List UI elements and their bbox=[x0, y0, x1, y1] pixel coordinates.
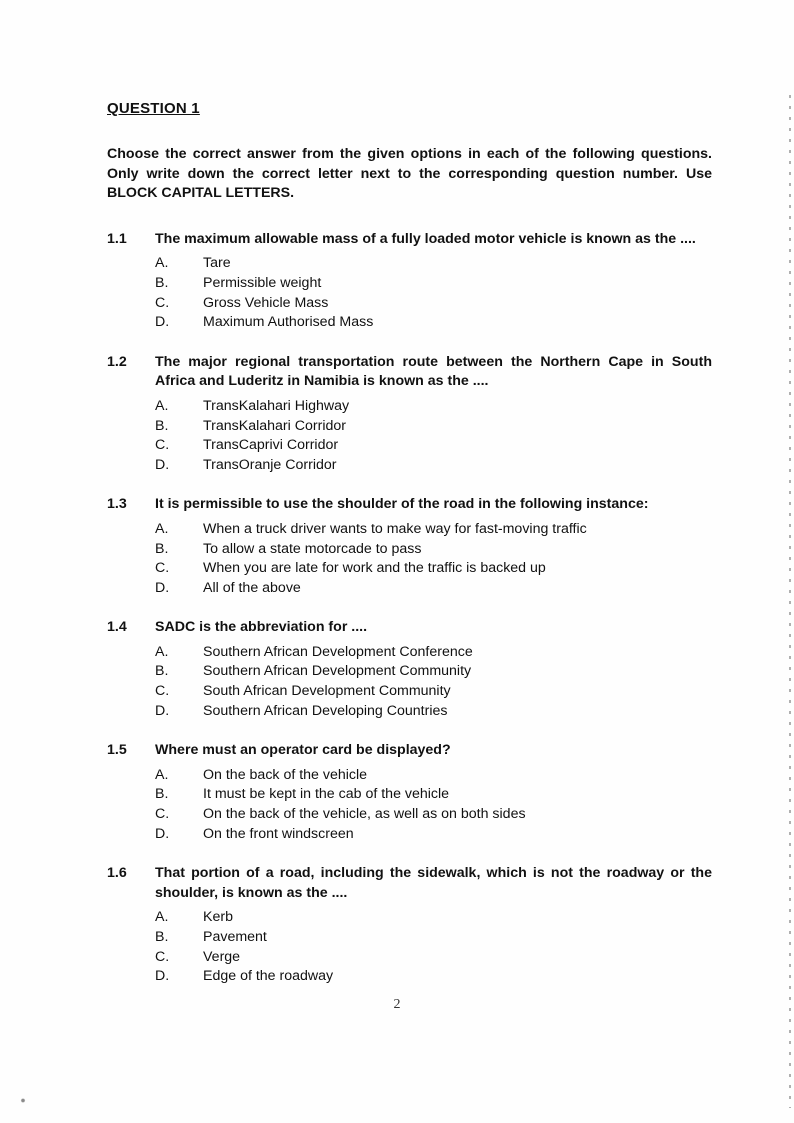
question-stem: The maximum allowable mass of a fully loaded motor vehicle is known as the .... bbox=[155, 230, 696, 247]
section-heading: QUESTION 1 bbox=[107, 100, 200, 117]
option-text: Southern African Developing Countries bbox=[203, 702, 448, 719]
question-stem: It is permissible to use the shoulder of the road in the following instance: bbox=[155, 496, 649, 513]
question-body bbox=[155, 741, 712, 844]
scan-artifact-speck bbox=[20, 1098, 26, 1103]
question-stem: That portion of a road, including the sidewalk, which is not the roadway or the shoulder, is known as the .... bbox=[155, 865, 712, 901]
option-letter: C. bbox=[155, 294, 170, 311]
option-text: Edge of the roadway bbox=[203, 968, 334, 985]
option-text: Gross Vehicle Mass bbox=[203, 294, 329, 311]
option-text: Southern African Development Conference bbox=[203, 643, 473, 660]
question-item bbox=[107, 864, 712, 987]
option-row bbox=[155, 928, 712, 948]
question-body bbox=[155, 864, 712, 987]
page-number: 2 bbox=[393, 997, 401, 1012]
option-row bbox=[155, 417, 712, 437]
option-text: All of the above bbox=[203, 579, 301, 596]
option-text: When you are late for work and the traffic is backed up bbox=[203, 560, 546, 577]
option-row bbox=[155, 948, 712, 968]
option-row bbox=[155, 313, 712, 333]
option-text: It must be kept in the cab of the vehicle bbox=[203, 786, 450, 803]
options-list bbox=[155, 254, 712, 332]
option-text: On the back of the vehicle bbox=[203, 766, 368, 783]
option-row bbox=[155, 456, 712, 476]
question-item bbox=[107, 741, 712, 844]
option-letter: B. bbox=[155, 929, 169, 945]
option-text: TransKalahari Highway bbox=[203, 397, 350, 414]
option-letter: C. bbox=[155, 806, 170, 823]
option-row bbox=[155, 520, 712, 540]
option-text: On the front windscreen bbox=[203, 825, 354, 842]
option-row bbox=[155, 294, 712, 314]
option-letter: C. bbox=[155, 948, 170, 965]
option-letter: A. bbox=[155, 766, 169, 783]
options-list bbox=[155, 908, 712, 986]
option-letter: B. bbox=[155, 417, 169, 434]
option-text: Tare bbox=[203, 255, 231, 272]
option-letter: A. bbox=[155, 909, 169, 926]
option-letter: C. bbox=[155, 437, 170, 454]
option-text: When a truck driver wants to make way for fast-moving traffic bbox=[203, 520, 587, 537]
option-text: Pavement bbox=[203, 929, 267, 945]
option-letter: A. bbox=[155, 255, 169, 272]
option-letter: C. bbox=[155, 560, 170, 577]
option-text: Verge bbox=[203, 948, 241, 965]
option-row bbox=[155, 579, 712, 599]
question-item bbox=[107, 495, 712, 598]
options-list bbox=[155, 766, 712, 844]
option-text: TransOranje Corridor bbox=[203, 456, 337, 473]
option-row bbox=[155, 785, 712, 805]
option-text: TransCaprivi Corridor bbox=[203, 437, 339, 454]
option-text: South African Development Community bbox=[203, 683, 451, 700]
option-row bbox=[155, 254, 712, 274]
options-list bbox=[155, 520, 712, 598]
option-letter: B. bbox=[155, 663, 169, 680]
option-text: TransKalahari Corridor bbox=[203, 417, 346, 434]
option-row bbox=[155, 908, 712, 928]
option-letter: A. bbox=[155, 643, 169, 660]
option-row bbox=[155, 662, 712, 682]
option-row bbox=[155, 436, 712, 456]
option-row bbox=[155, 643, 712, 663]
page-content bbox=[107, 100, 712, 1007]
option-letter: D. bbox=[155, 825, 170, 842]
question-item bbox=[107, 353, 712, 476]
option-letter: A. bbox=[155, 397, 169, 414]
instructions-paragraph: Choose the correct answer from the given options in each of the following questions. Only write down the correct letter next to the corresponding question number. Use BLOCK CAPITAL LETTERS. bbox=[107, 146, 712, 202]
option-row bbox=[155, 766, 712, 786]
option-row bbox=[155, 274, 712, 294]
options-list bbox=[155, 643, 712, 721]
options-list bbox=[155, 397, 712, 475]
option-letter: D. bbox=[155, 702, 170, 719]
question-item bbox=[107, 618, 712, 721]
question-number: 1.3 bbox=[107, 496, 127, 513]
option-row bbox=[155, 967, 712, 987]
option-row bbox=[155, 825, 712, 845]
option-row bbox=[155, 540, 712, 560]
option-letter: B. bbox=[155, 274, 169, 291]
option-text: To allow a state motorcade to pass bbox=[203, 540, 422, 557]
option-row bbox=[155, 682, 712, 702]
option-letter: D. bbox=[155, 579, 170, 596]
option-text: Southern African Development Community bbox=[203, 663, 472, 680]
option-row bbox=[155, 702, 712, 722]
option-text: On the back of the vehicle, as well as on both sides bbox=[203, 806, 526, 823]
option-text: Permissible weight bbox=[203, 274, 322, 291]
question-body bbox=[155, 495, 712, 598]
question-stem: SADC is the abbreviation for .... bbox=[155, 619, 368, 636]
question-body bbox=[155, 230, 712, 333]
question-number: 1.1 bbox=[107, 230, 127, 247]
option-row bbox=[155, 805, 712, 825]
option-letter: D. bbox=[155, 456, 170, 473]
question-body bbox=[155, 618, 712, 721]
question-body bbox=[155, 353, 712, 476]
option-letter: D. bbox=[155, 968, 170, 985]
option-row bbox=[155, 559, 712, 579]
question-number: 1.5 bbox=[107, 742, 127, 759]
question-stem: Where must an operator card be displayed? bbox=[155, 742, 451, 759]
question-stem: The major regional transportation route between the Northern Cape in South Africa and Luderitz in Namibia is known as the .... bbox=[155, 353, 712, 390]
option-letter: D. bbox=[155, 314, 170, 331]
option-text: Kerb bbox=[203, 909, 233, 926]
option-row bbox=[155, 397, 712, 417]
option-letter: A. bbox=[155, 520, 169, 537]
option-letter: B. bbox=[155, 540, 169, 557]
scan-artifact-right-edge bbox=[789, 95, 791, 1108]
question-number: 1.2 bbox=[107, 353, 127, 370]
questions-list bbox=[107, 230, 712, 987]
question-number: 1.4 bbox=[107, 619, 127, 636]
question-item bbox=[107, 230, 712, 333]
option-letter: B. bbox=[155, 786, 169, 803]
option-letter: C. bbox=[155, 683, 170, 700]
question-number: 1.6 bbox=[107, 865, 127, 882]
option-text: Maximum Authorised Mass bbox=[203, 314, 374, 331]
